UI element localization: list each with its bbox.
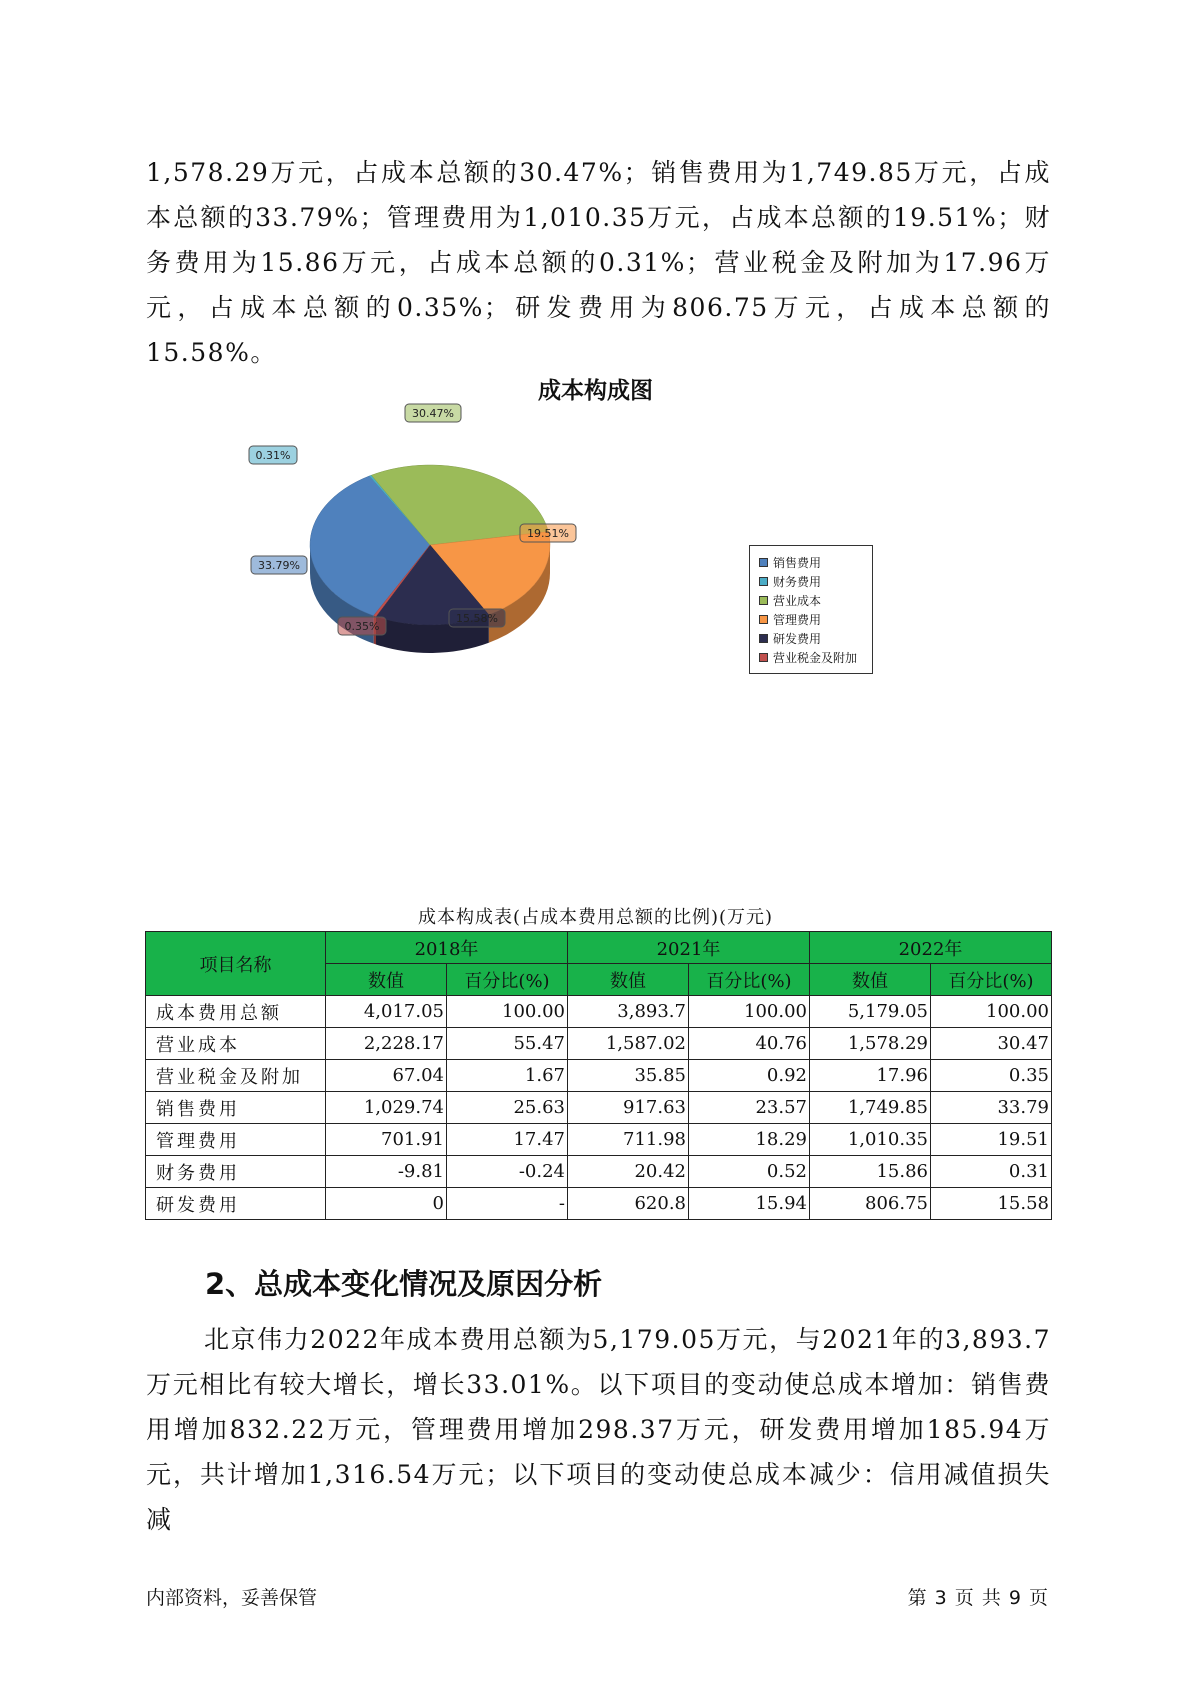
cost-composition-table <box>145 931 1052 1220</box>
cell-percent: 0.92 <box>689 1060 810 1092</box>
cell-percent: 0.52 <box>689 1156 810 1188</box>
cell-percent: 0.31 <box>931 1156 1052 1188</box>
pie-data-label-text: 33.79% <box>258 559 300 572</box>
cell-value: 1,029.74 <box>326 1092 447 1124</box>
legend-item <box>759 610 872 629</box>
cost-pie-chart <box>230 407 630 650</box>
legend-item <box>759 629 872 648</box>
table-row <box>146 996 1052 1028</box>
cell-percent: 33.79 <box>931 1092 1052 1124</box>
cell-percent: 55.47 <box>447 1028 568 1060</box>
cell-percent: 30.47 <box>931 1028 1052 1060</box>
pie-data-label <box>338 617 386 635</box>
row-item-name: 管理费用 <box>146 1124 326 1156</box>
cell-percent: - <box>447 1188 568 1220</box>
legend-item <box>759 591 872 610</box>
legend-item <box>759 553 872 572</box>
cell-value: 67.04 <box>326 1060 447 1092</box>
legend-swatch <box>759 653 768 662</box>
legend-label: 销售费用 <box>773 556 822 570</box>
cell-percent: 19.51 <box>931 1124 1052 1156</box>
header-year: 2021年 <box>568 932 810 964</box>
footer-page-number: 第 3 页 共 9 页 <box>907 1587 1049 1609</box>
cell-percent: 40.76 <box>689 1028 810 1060</box>
row-item-name: 成本费用总额 <box>146 996 326 1028</box>
pie-data-label <box>249 446 297 464</box>
footer-confidential-note: 内部资料，妥善保管 <box>146 1587 318 1609</box>
header-year: 2022年 <box>810 932 1052 964</box>
cell-value: 711.98 <box>568 1124 689 1156</box>
paragraph-top: 1,578.29万元，占成本总额的30.47%；销售费用为1,749.85万元，占成本总额的33.79%；管理费用为1,010.35万元，占成本总额的19.51%；财务费用为15.86万元，占成本总额的0.31%；营业税金及附加为17.96万元，占成本总额的0.35%；研发费用为806.75万元，占成本总额的15.58%。 <box>146 158 1051 367</box>
cell-value: 806.75 <box>810 1188 931 1220</box>
cell-value: 1,010.35 <box>810 1124 931 1156</box>
legend-label: 营业成本 <box>773 594 822 608</box>
header-percent: 百分比(%) <box>447 964 568 996</box>
row-item-name: 销售费用 <box>146 1092 326 1124</box>
table-row <box>146 1188 1052 1220</box>
cell-value: 1,587.02 <box>568 1028 689 1060</box>
header-percent: 百分比(%) <box>689 964 810 996</box>
cell-value: -9.81 <box>326 1156 447 1188</box>
legend-swatch <box>759 596 768 605</box>
legend-item <box>759 648 872 667</box>
cell-value: 5,179.05 <box>810 996 931 1028</box>
cell-percent: 0.35 <box>931 1060 1052 1092</box>
paragraph-bottom: 北京伟力2022年成本费用总额为5,179.05万元，与2021年的3,893.7万元相比有较大增长，增长33.01%。以下项目的变动使总成本增加：销售费用增加832.22万元，管理费用增加298.37万元，研发费用增加185.94万元，共计增加1,316.54万元；以下项目的变动使总成本减少：信用减值损失减 <box>146 1325 1051 1534</box>
cell-percent: -0.24 <box>447 1156 568 1188</box>
pie-data-label-text: 19.51% <box>527 527 569 540</box>
table-row <box>146 1092 1052 1124</box>
legend-label: 管理费用 <box>773 613 822 627</box>
cell-value: 917.63 <box>568 1092 689 1124</box>
cell-value: 4,017.05 <box>326 996 447 1028</box>
header-value: 数值 <box>810 964 931 996</box>
pie-data-label <box>251 556 307 574</box>
cell-percent: 17.47 <box>447 1124 568 1156</box>
table-body <box>146 996 1052 1220</box>
table-row <box>146 1060 1052 1092</box>
cell-percent: 100.00 <box>689 996 810 1028</box>
legend-label: 营业税金及附加 <box>773 651 858 665</box>
cell-percent: 25.63 <box>447 1092 568 1124</box>
row-item-name: 营业成本 <box>146 1028 326 1060</box>
cell-value: 701.91 <box>326 1124 447 1156</box>
cell-value: 35.85 <box>568 1060 689 1092</box>
chart-title: 成本构成图 <box>538 378 653 404</box>
legend-label: 研发费用 <box>773 632 822 646</box>
cell-percent: 18.29 <box>689 1124 810 1156</box>
pie-data-label-text: 0.31% <box>255 449 291 462</box>
table-row <box>146 1156 1052 1188</box>
legend-swatch <box>759 615 768 624</box>
section-heading: 2、总成本变化情况及原因分析 <box>205 1267 603 1301</box>
legend-swatch <box>759 577 768 586</box>
cell-value: 1,578.29 <box>810 1028 931 1060</box>
cell-percent: 15.58 <box>931 1188 1052 1220</box>
cell-percent: 1.67 <box>447 1060 568 1092</box>
header-item-name: 项目名称 <box>146 932 326 996</box>
table-caption: 成本构成表(占成本费用总额的比例)(万元) <box>417 907 774 928</box>
legend-swatch <box>759 558 768 567</box>
cell-value: 17.96 <box>810 1060 931 1092</box>
header-value: 数值 <box>568 964 689 996</box>
row-item-name: 财务费用 <box>146 1156 326 1188</box>
cell-value: 2,228.17 <box>326 1028 447 1060</box>
cell-value: 20.42 <box>568 1156 689 1188</box>
header-value: 数值 <box>326 964 447 996</box>
legend-label: 财务费用 <box>773 575 822 589</box>
table-row <box>146 1028 1052 1060</box>
legend-item <box>759 572 872 591</box>
header-year: 2018年 <box>326 932 568 964</box>
legend-swatch <box>759 634 768 643</box>
pie-data-label <box>449 609 505 627</box>
cell-percent: 100.00 <box>931 996 1052 1028</box>
chart-legend <box>749 545 873 674</box>
cell-value: 15.86 <box>810 1156 931 1188</box>
row-item-name: 研发费用 <box>146 1188 326 1220</box>
pie-data-label-text: 30.47% <box>412 407 454 420</box>
pie-data-label <box>405 404 461 422</box>
pie-data-label-text: 15.58% <box>456 612 498 625</box>
table-row <box>146 1124 1052 1156</box>
cell-value: 1,749.85 <box>810 1092 931 1124</box>
row-item-name: 营业税金及附加 <box>146 1060 326 1092</box>
cell-value: 0 <box>326 1188 447 1220</box>
cell-percent: 100.00 <box>447 996 568 1028</box>
cell-percent: 23.57 <box>689 1092 810 1124</box>
pie-data-label-text: 0.35% <box>344 620 380 633</box>
cell-percent: 15.94 <box>689 1188 810 1220</box>
cell-value: 620.8 <box>568 1188 689 1220</box>
pie-data-label <box>520 524 576 542</box>
header-percent: 百分比(%) <box>931 964 1052 996</box>
cell-value: 3,893.7 <box>568 996 689 1028</box>
